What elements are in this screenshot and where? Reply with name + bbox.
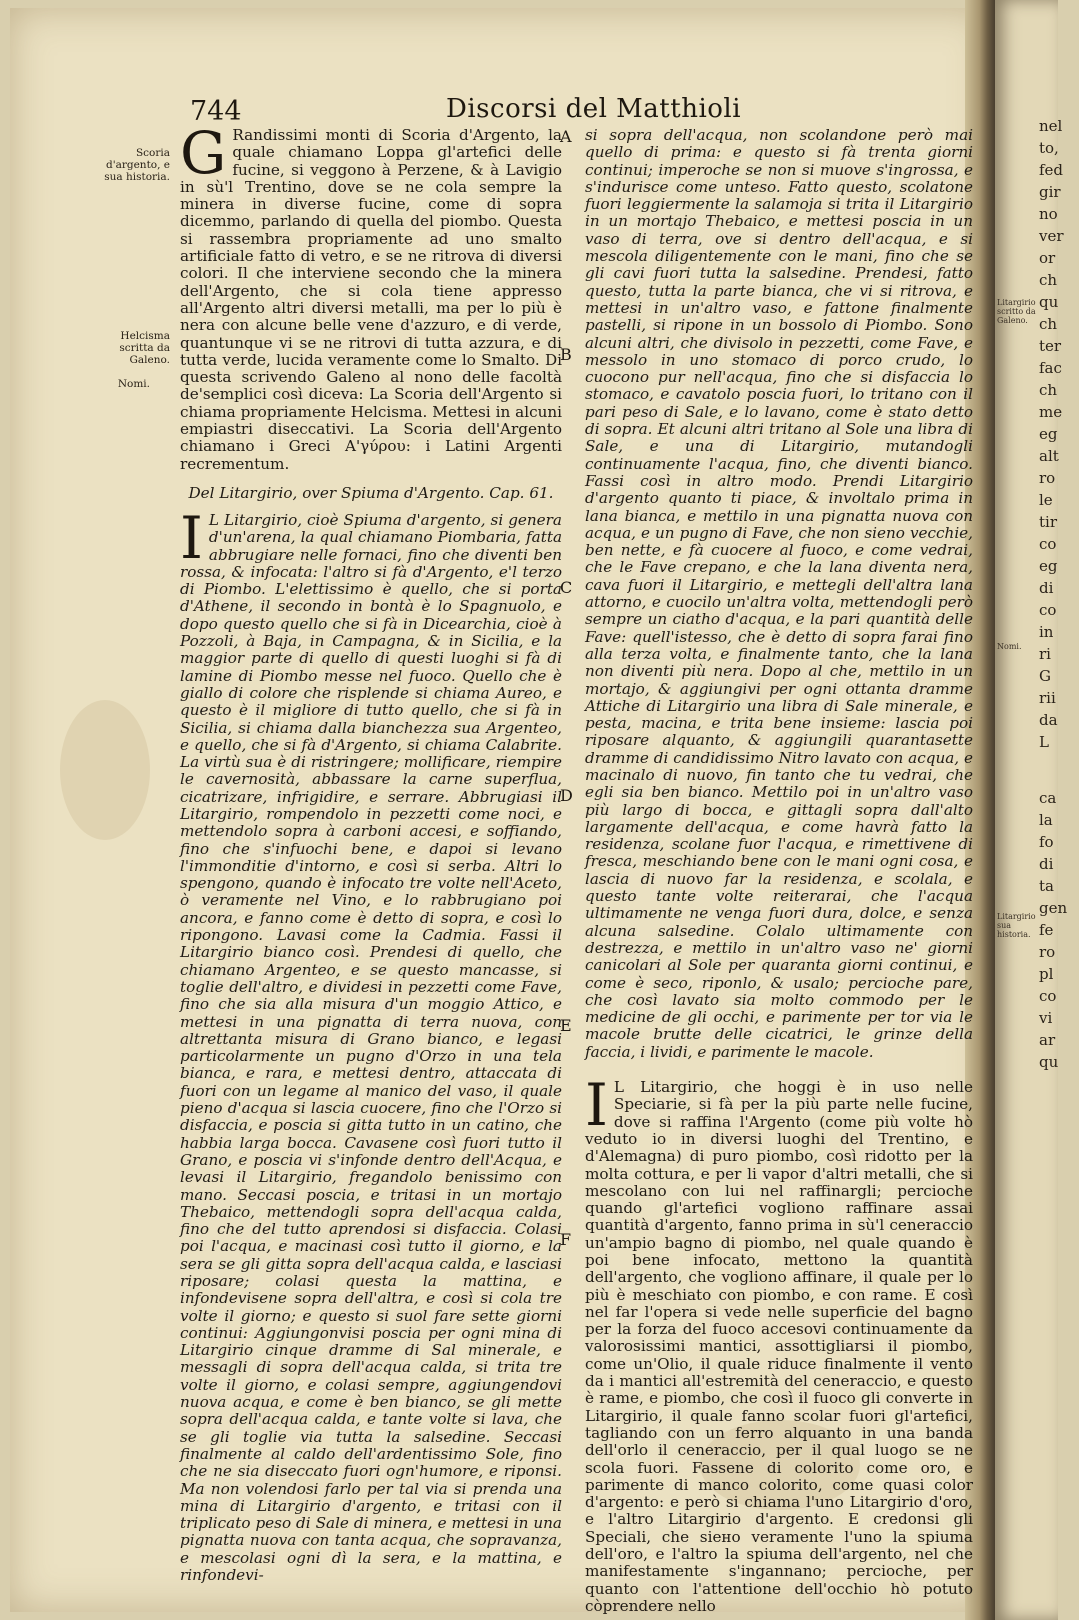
commentary-text: L Litargirio, che hoggi è in uso nelle Speciarie, si fà per la più parte nelle fucine, dove si raffina l'Argento (come più volte hò veduto io in diversi luoghi del Trentino, e d'Alemagna) di puro piombo, così ridotto per la molta cottura, e per li vapor d'altri metalli, che si mescolano con lui nel raffinargli; percioche quando gl'artefici vogliono raffinare assai quantità d'argento, fanno prima in sù'l ceneraccio un'ampio bagno di piombo, nel quale quando è poi bene infocato, mettono la quantità dell'argento, che vogliono affinare, il quale per lo più è meschiato con piombo, e con rame. E così nel far l'opera si vede nelle superficie del bagno per la forza del fuoco accesovi continuamente da valorosissimi mantici, assottigliarsi il piombo, come un'Olio, il quale riduce finalmente il vento da i mantici all'estremità del ceneraccio, e questo è rame, e piombo, che così il fuoco gli converte in Litargirio, il quale fanno scolar fuori gl'artefici, tagliando con un ferro alquanto in una banda dell'orlo il ceneraccio, per il qual luogo se ne scola fuori. Fassene di colorito come oro, e parimente di manco colorito, come quasi color d'argento: e però si chiama l'uno Litargirio d'oro, e l'altro Litargirio d'argento. E credonsi gli Speciali, che siено veramente l'uno la spiuma dell'oro, e l'altro la spiuma dell'argento, nel che manifestamente s'ingannano; percioche, per quanto con l'attentione dell'occhio hò potuto còprendere nello [585, 1078, 973, 1615]
next-page-fragment: to, [1039, 139, 1059, 157]
next-page-fragment: ch [1039, 381, 1058, 399]
continued-paragraph: si sopra dell'acqua, non scolandone però mai quello di prima: e questo si fà trenta giorni continui; imperoche se non si muove s'ingrossa, e s'indurisce come unteso. Fatto questo, scolatone fuori leggiermente la salamoja si trita il Litargirio in un mortajo Thebaico, e mettesi poscia in un vaso di terra, ove si dentro dell'acqua, e si mescola diligentemente con le mani, fino che se gli cavi fuori tutta la salsedine. Prendesi, fatto questo, tutta la parte bianca, che vi si ritrova, e mettesi in un'altro vaso, e fattone finalmente pastelli, si ripone in un bossolo di Piombo. Sono alcuni altri, che divisolo in pezzetti, come Fave, e messolo in uno stomaco di porco crudo, lo cuocono pur nell'acqua, fino che si disfaccia lo stomaco, e cavatolo poscia fuori, lo tritano con il pari peso di Sale, e lo lavano, come è stato detto di sopra. Et alcuni altri tritano al Sole una libra di Sale, e una di Litargirio, mutandogli continuamente l'acqua, fino, che diventi bianco. Fassi così in altro modo. Prendi Litargirio d'argento quanto ti piace, & involtalo prima in lana bianca, e mettilo in una pignatta nuova con acqua, e un pugno di Fave, che non sieno vecchie, ben nette, e fà cuocere al fuoco, e come vedrai, che le Fave crepano, e che la lana diventa nera, cava fuori il Litargirio, e mettegli dell'altra lana attorno, e cuocilo un'altra volta, mettendogli però sempre un ciatho d'acqua, e la pari quantità delle Fave: quell'istesso, che è detto di sopra farai fino alla terza volta, e finalmente tanto, che la lana non diventi più nera. Dopo al che, mettilo in un mortajo, & aggiungivi per ogni ottanta dramme Attiche di Litargirio una libra di Sale minerale, e pesta, macina, e trita bene insieme: lascia poi riposare alquanto, & aggiungili quarantasette dramme di candidissimo Nitro lavato con acqua, e macinalo di nuovo, fin tanto che tu vedrai, che egli sia ben bianco. Mettilo poi in un'altro vaso più largo di bocca, e gittagli sopra dall'alto largamente dell'acqua, e come havrà fatto la residenza, scolane fuor l'acqua, e rimettivene di fresca, meschiando bene con le mani ogni cosa, e lascia di nuovo far la residenza, e scolala, e questo tante volte reiterarai, che l'acqua ultimamente ne venga fuori dura, dolce, e senza alcuna salsedine. Colalo ultimamente con destrezza, e mettilo in un'altro vaso ne' giorni canicolari al Sole per quaranta giorni continui, e come è seco, riponlo, & usalo; percioche pare, che così lavato sia molto commodo per le medicine de gli occhi, e parimente per tor via le macole brutte delle cicatrici, le grinze della faccia, i lividi, e parimente le macole. [585, 126, 973, 1061]
next-page-fragment: co [1039, 535, 1057, 553]
next-page-fragment: ta [1039, 877, 1054, 895]
next-page-fragment: gen [1039, 899, 1068, 917]
next-page-margin-note: Litargirio sua historia. [997, 912, 1036, 939]
paragraph-gap [585, 1061, 973, 1079]
chapter-heading: Del Litargirio, over Spiuma d'Argento. Cap. 61. [188, 483, 554, 502]
commentary-paragraph [585, 1071, 973, 1615]
next-page-fragment: no [1039, 205, 1058, 223]
chapter-paragraph [180, 503, 562, 1585]
next-page-fragment: rii [1039, 689, 1056, 707]
next-page-fragment: fac [1039, 359, 1062, 377]
section-letter-d: D [560, 786, 573, 805]
next-page-fragment: ri [1039, 645, 1051, 663]
next-page-fragment: eg [1039, 557, 1058, 575]
next-page-fragment: ro [1039, 469, 1056, 487]
next-page-fragment: co [1039, 601, 1057, 619]
next-page-fragment: gir [1039, 183, 1061, 201]
next-page-fragment: ar [1039, 1031, 1056, 1049]
next-page-fragment: in [1039, 623, 1054, 641]
next-page-fragment: fe [1039, 921, 1054, 939]
next-page-fragment: eg [1039, 425, 1058, 443]
next-page-fragment: pl [1039, 965, 1054, 983]
next-page-fragment: co [1039, 987, 1057, 1005]
next-page-fragment: qu [1039, 1053, 1059, 1071]
next-page-fragment: di [1039, 579, 1054, 597]
next-page-fragment: ter [1039, 337, 1062, 355]
margin-note-helcisma: Helcisma scritta da Galeno. [119, 330, 170, 366]
margin-note-scoria: Scoria d'argento, e sua historia. [104, 147, 170, 183]
next-page-edge [995, 0, 1068, 1620]
next-page-margin-note: Litargirio scritto da Galeno. [997, 298, 1036, 325]
next-page-fragment: tir [1039, 513, 1057, 531]
section-letter-a: A [560, 127, 572, 146]
margin-note-nomi: Nomi. [117, 378, 150, 390]
next-page-fragment: la [1039, 811, 1053, 829]
section-letter-b: B [560, 345, 572, 364]
next-page-fragment: di [1039, 855, 1054, 873]
page-number: 744 [190, 96, 242, 127]
section-letter-e: E [560, 1016, 572, 1035]
next-page-fragment: alt [1039, 447, 1059, 465]
next-page-fragment: ro [1039, 943, 1056, 961]
right-column [585, 127, 973, 1615]
running-title: Discorsi del Matthioli [446, 94, 742, 124]
next-page-fragment: fed [1039, 161, 1064, 179]
next-page-fragment: nel [1039, 117, 1063, 135]
next-page-fragment: G [1039, 667, 1051, 685]
next-page-fragment: ch [1039, 271, 1058, 289]
next-page-fragment: ca [1039, 789, 1057, 807]
next-page-fragment: L [1039, 733, 1049, 751]
next-page-fragment: ch [1039, 315, 1058, 333]
next-page-fragment: le [1039, 491, 1053, 509]
section-letter-c: C [560, 578, 573, 597]
next-page-margin-note: Nomi. [997, 642, 1022, 651]
drop-capital: G [180, 119, 227, 187]
intro-paragraph [180, 119, 562, 473]
next-page-fragment: me [1039, 403, 1063, 421]
drop-capital: I [180, 503, 203, 572]
drop-capital: I [585, 1071, 608, 1140]
chapter-text: L Litargirio, cioè Spiuma d'argento, si genera d'un'arena, la qual chiamano Piombaria, fatta abbrugiare nelle fornaci, fino che diventi ben rossa, & infocata: l'altro si fà d'Argento, e'l terzo di Piombo. L'elettissimo è quello, che si porta d'Athene, il secondo in bontà è lo Spagnuolo, e dopo questo quello che si fà in Dicearchia, cioè à Pozzoli, à Baja, in Campagna, & in Sicilia, e la maggior parte di quello di questi luoghi si fà di lamine di Piombo messe nel fuoco. Quello che è giallo di colore che risplende si chiama Aureo, e questo è il migliore di tutto quello, che si fà in Sicilia, si chiama dalla bianchezza sua Argenteo, e quello, che si fà d'Argento, si chiama Calabrite. La virtù sua è di ristringere; mollificare, riempire le cavernosità, abbassare la carne superflua, cicatrizare, infrigidire, e serrare. Abbrugiasi il Litargirio, rompendolo in pezzetti come noci, e mettendolo sopra à carboni accesi, e soffiando, fino che s'infuochi bene, e dapoi si levano l'immonditie d'intorno, e così si serba. Altri lo spengono, quando è infocato tre volte nell'Aceto, ò veramente nel Vino, e lo rabbrugiano poi ancora, e fanno come è detto di sopra, e così lo ripongono. Lavasi come la Cadmia. Fassi il Litargirio bianco così. Prendesi di quello, che chiamano Argenteo, e se questo mancasse, si toglie dell'altro, e dividesi in pezzetti come Fave, fino che sia alla misura d'un moggio Attico, e mettesi in una pignatta di terra nuova, con altrettanta misura di Grano bianco, e legasi particolarmente un pugno d'Orzo in una tela bianca, e rara, e mettesi dentro, attaccata di fuori con un legame al manico del vaso, il quale pieno d'acqua si lascia cuocere, fino che l'Orzo si disfaccia, e poscia si gitta tutto in un catino, che habbia larga bocca. Cavasene così fuori tutto il Grano, e poscia vi s'infonde dentro dell'Acqua, e levasi il Litargirio, fregandolo benissimo con mano. Seccasi poscia, e tritasi in un mortajo Thebaico, mettendogli sopra dell'acqua calda, fino che del tutto aprendosi si disfaccia. Colasi poi l'acqua, e macinasi così tutto il giorno, e la sera se gli gitta sopra dell'acqua calda, e lasciasi riposare; colasi questa la mattina, e infondevisene sopra dell'altra, e così si cola tre volte il giorno; e questo si suol fare sette giorni continui: Aggiungonvisi poscia per ogni mina di Litargirio cinque dramme di Sal minerale, e messagli di sopra dell'acqua calda, si trita tre volte il giorno, e colasi sempre, aggiungendovi nuova acqua, e come è ben bianco, se gli mette sopra dell'acqua calda, e tante volte si lava, che se gli toglie via tutta la salsedine. Seccasi finalmente al caldo dell'ardentissimo Sole, fino che ne sia diseccato fuori ogn'humore, e riponsi. Ma non volendosi farlo per tal via si prenda una mina di Litargirio d'argento, e tritasi con il triplicato peso di Sale di minera, e mettesi in una pignatta nuova con tanta acqua, che sopravanza, e mescolasi ogni dì la sera, e la mattina, e rinfondevi- [180, 510, 562, 1585]
next-page-fragment: or [1039, 249, 1056, 267]
next-page-fragment: vi [1039, 1009, 1053, 1027]
next-page-fragment: qu [1039, 293, 1059, 311]
left-column [180, 119, 562, 1585]
next-page-fragment: fo [1039, 833, 1054, 851]
paper-stain [60, 700, 150, 840]
next-page-fragment: ver [1039, 227, 1064, 245]
next-page-fragment: da [1039, 711, 1058, 729]
section-letter-f: F [560, 1230, 572, 1249]
intro-text: Randissimi monti di Scoria d'Argento, la quale chiamano Loppa gl'artefici delle fucine, si veggono à Perzene, & à Lavigio in sù'l Trentino, dove se ne cola sempre la minera in diverse fucine, come di sopra dicemmo, parlando di quella del piombo. Questa si rassembra propriamente ad uno smalto artificiale fatto di vetro, e se ne ritrova di diversi colori. Il che interviene secondo che la minera dell'Argento, che si cola tiene appresso all'Argento altri diversi metalli, ma per lo più è nera con alcune belle vene d'azzuro, e di verde, quantunque vi se ne ritrovi di tutta azzura, e di tutta verde, lucida veramente come lo Smalto. Di questa scrivendo Galeno al nono delle facoltà de'semplici così diceva: La Scoria dell'Argento si chiama propriamente Helcisma. Mettesi in alcuni empiastri diseccativi. La Scoria dell'Argento chiamano i Greci A'γύρου: i Latini Argenti recrementum. [180, 126, 562, 473]
